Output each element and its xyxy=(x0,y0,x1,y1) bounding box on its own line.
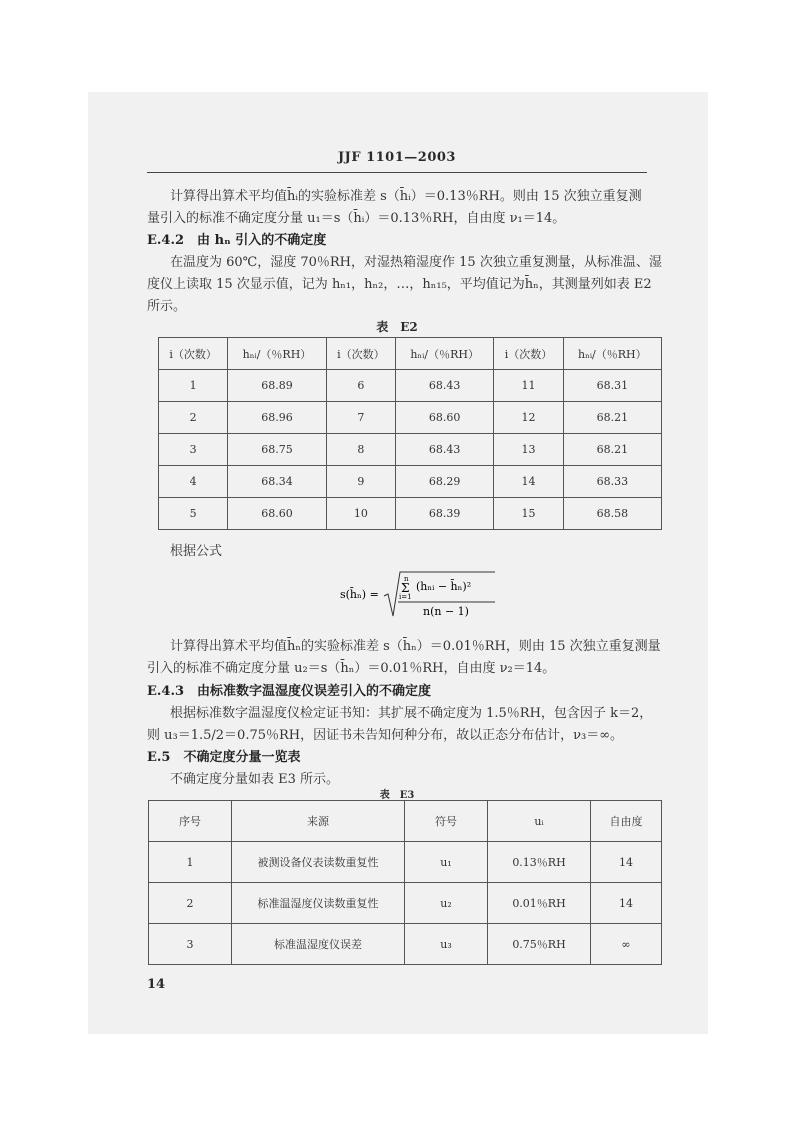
table-cell: 0.75％RH xyxy=(488,924,591,965)
column-header: uᵢ xyxy=(488,801,591,842)
table-cell: 2 xyxy=(149,883,232,924)
table-cell: 68.43 xyxy=(396,370,494,402)
formula-denominator: n(n − 1) xyxy=(423,605,469,618)
table-e2 xyxy=(158,337,662,530)
table-cell: 8 xyxy=(326,434,395,466)
column-header: hₙᵢ/（％RH） xyxy=(563,338,661,370)
table-header-row xyxy=(149,801,662,842)
table-row xyxy=(149,924,662,965)
formula-numerator: (hₙᵢ − h̄ₙ)² xyxy=(416,580,472,593)
table-cell: 68.89 xyxy=(228,370,326,402)
table-cell: 被测设备仪表读数重复性 xyxy=(232,842,405,883)
column-header: 来源 xyxy=(232,801,405,842)
table-cell: 3 xyxy=(159,434,228,466)
table-cell: 1 xyxy=(159,370,228,402)
table-e2-caption: 表 E2 xyxy=(376,320,418,334)
table-cell: 68.29 xyxy=(396,466,494,498)
table-cell: 7 xyxy=(326,402,395,434)
table-cell: 68.21 xyxy=(563,402,661,434)
std-dev-formula xyxy=(340,568,500,620)
table-header-row xyxy=(159,338,662,370)
table-row xyxy=(159,434,662,466)
sum-symbol: Σ xyxy=(401,581,410,595)
table-cell: u₁ xyxy=(405,842,488,883)
para4-line2: 则 u₃＝1.5/2＝0.75％RH，因证书未告知何种分布，故以正态分布估计，ν₃＝∞。 xyxy=(147,728,624,743)
table-cell: 标准温湿度仪读数重复性 xyxy=(232,883,405,924)
para3-line2: 引入的标准不确定度分量 u₂＝s（h̄ₙ）＝0.01％RH，自由度 ν₂＝14。 xyxy=(147,661,556,676)
column-header: hₙᵢ/（％RH） xyxy=(396,338,494,370)
table-cell: ∞ xyxy=(591,924,662,965)
table-cell: 4 xyxy=(159,466,228,498)
page-number: 14 xyxy=(147,977,166,992)
table-cell: 68.58 xyxy=(563,498,661,530)
column-header: i（次数） xyxy=(159,338,228,370)
table-cell: 12 xyxy=(494,402,563,434)
table-cell: 6 xyxy=(326,370,395,402)
column-header: 自由度 xyxy=(591,801,662,842)
table-row xyxy=(159,370,662,402)
table-cell: 15 xyxy=(494,498,563,530)
para5: 不确定度分量如表 E3 所示。 xyxy=(170,772,340,787)
table-cell: u₂ xyxy=(405,883,488,924)
table-cell: 0.01％RH xyxy=(488,883,591,924)
table-cell: 14 xyxy=(591,883,662,924)
header-rule xyxy=(147,172,647,173)
table-cell: 68.75 xyxy=(228,434,326,466)
table-cell: 68.60 xyxy=(228,498,326,530)
column-header: hₙᵢ/（％RH） xyxy=(228,338,326,370)
table-cell: 68.34 xyxy=(228,466,326,498)
section-e42-heading: E.4.2 由 hₙ 引入的不确定度 xyxy=(147,233,327,248)
table-cell: 14 xyxy=(591,842,662,883)
para3-line1: 计算得出算术平均值h̄ₙ的实验标准差 s（h̄ₙ）＝0.01％RH，则由 15 次独立重复测量 xyxy=(170,639,661,654)
table-e3 xyxy=(148,800,662,965)
sum-upper-limit: n xyxy=(404,575,409,583)
para4-line1: 根据标准数字温湿度仪检定证书知：其扩展不确定度为 1.5％RH，包含因子 k＝2， xyxy=(170,706,653,721)
table-cell: 3 xyxy=(149,924,232,965)
table-cell: 68.31 xyxy=(563,370,661,402)
table-cell: 9 xyxy=(326,466,395,498)
table-cell: 标准温湿度仪误差 xyxy=(232,924,405,965)
table-cell: 68.60 xyxy=(396,402,494,434)
section-e43-heading: E.4.3 由标准数字温湿度仪误差引入的不确定度 xyxy=(147,684,432,699)
table-cell: 68.43 xyxy=(396,434,494,466)
table-row xyxy=(149,883,662,924)
formula-intro: 根据公式 xyxy=(170,544,223,559)
table-cell: 14 xyxy=(494,466,563,498)
column-header: i（次数） xyxy=(494,338,563,370)
table-cell: 2 xyxy=(159,402,228,434)
table-cell: 68.21 xyxy=(563,434,661,466)
column-header: i（次数） xyxy=(326,338,395,370)
column-header: 序号 xyxy=(149,801,232,842)
formula-lhs: s(h̄ₙ) = xyxy=(340,588,379,601)
table-row xyxy=(159,402,662,434)
table-cell: 13 xyxy=(494,434,563,466)
table-cell: 0.13％RH xyxy=(488,842,591,883)
column-header: 符号 xyxy=(405,801,488,842)
table-cell: u₃ xyxy=(405,924,488,965)
para2-line1: 在温度为 60℃，湿度 70％RH，对湿热箱湿度作 15 次独立重复测量，从标准温、湿 xyxy=(170,255,662,270)
para1-line2: 量引入的标准不确定度分量 u₁＝s（h̄ᵢ）＝0.13％RH，自由度 ν₁＝14。 xyxy=(147,211,566,226)
para1-line1: 计算得出算术平均值h̄ᵢ的实验标准差 s（h̄ᵢ）＝0.13％RH。则由 15 次独立重复测 xyxy=(170,189,642,204)
table-e3-caption: 表 E3 xyxy=(379,790,415,801)
sum-lower-limit: i=1 xyxy=(399,593,412,601)
table-cell: 68.39 xyxy=(396,498,494,530)
section-e5-heading: E.5 不确定度分量一览表 xyxy=(147,750,301,765)
table-cell: 5 xyxy=(159,498,228,530)
table-row xyxy=(159,498,662,530)
para2-line3: 所示。 xyxy=(147,299,187,314)
table-cell: 1 xyxy=(149,842,232,883)
para2-line2: 度仪上读取 15 次显示值，记为 hₙ₁，hₙ₂，…，hₙ₁₅，平均值记为h̄ₙ，其测量列如表 E2 xyxy=(147,277,652,292)
table-cell: 68.33 xyxy=(563,466,661,498)
table-cell: 11 xyxy=(494,370,563,402)
table-row xyxy=(149,842,662,883)
page-header: JJF 1101—2003 xyxy=(338,150,456,165)
table-cell: 10 xyxy=(326,498,395,530)
table-row xyxy=(159,466,662,498)
table-cell: 68.96 xyxy=(228,402,326,434)
